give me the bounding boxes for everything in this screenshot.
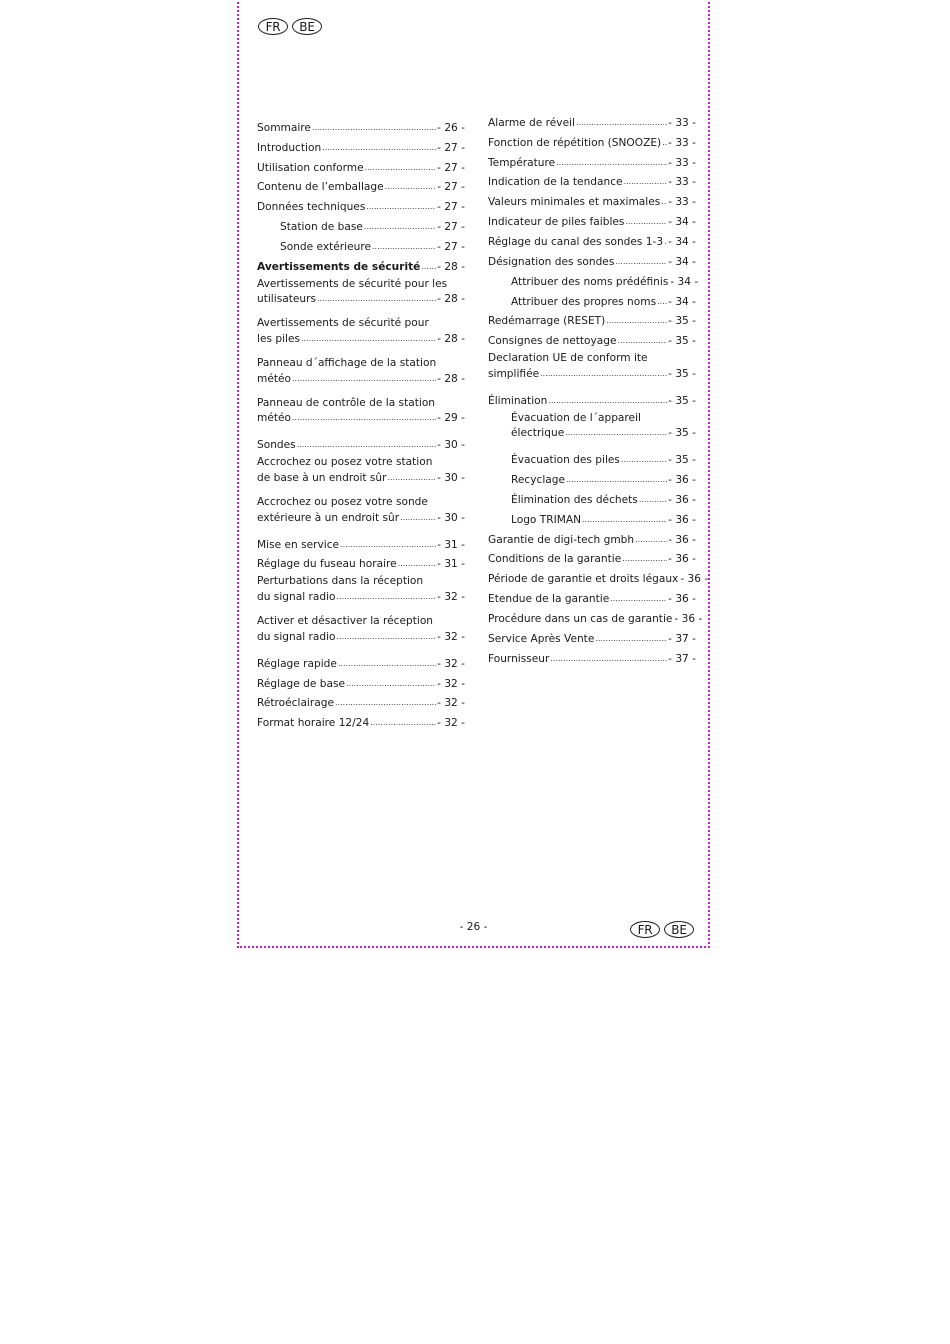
toc-subentry: Évacuation de l´appareil électrique ..... - 35 -: [488, 411, 696, 451]
toc-entry: Declaration UE de conform ite simplifiée ..... - 35 -: [488, 351, 696, 391]
language-badges-top: [258, 18, 322, 35]
toc-entry: Garantie de digi-tech gmbh ..... - 36 -: [488, 530, 696, 550]
page-number: - 26 -: [459, 921, 488, 933]
badge-be: BE: [664, 921, 694, 938]
toc-subentry: Évacuation des piles ..... - 35 -: [488, 450, 696, 470]
toc-subentry: Sonde extérieure ..... - 27 -: [257, 237, 465, 257]
toc-entry: Avertissements de sécurité pour les piles ..... - 28 -: [257, 316, 465, 356]
language-badges-bottom: [630, 921, 694, 938]
toc-entry: Procédure dans un cas de garantie - 36 -: [488, 613, 703, 626]
toc-entry: Données techniques ..... - 27 -: [257, 197, 465, 217]
toc-entry: Redémarrage (RESET) ..... - 35 -: [488, 311, 696, 331]
toc-entry: Sommaire ..... - 26 -: [257, 118, 465, 138]
toc-entry: Introduction ..... - 27 -: [257, 138, 465, 158]
toc-entry: Activer et désactiver la réception du signal radio ..... - 32 -: [257, 614, 465, 654]
toc-subentry: Recyclage ..... - 36 -: [488, 470, 696, 490]
toc-entry: Fonction de répétition (SNOOZE) ..... - 33 -: [488, 133, 696, 153]
toc-entry: Utilisation conforme ..... - 27 -: [257, 158, 465, 178]
toc-subentry: Attribuer des noms prédéfinis - 34 -: [511, 275, 699, 288]
toc-entry: Température ..... - 33 -: [488, 153, 696, 173]
toc-entry: Etendue de la garantie ..... - 36 -: [488, 589, 696, 609]
toc-entry: Sondes ..... - 30 -: [257, 436, 465, 456]
document-page: [237, 0, 710, 948]
toc-entry: Avertissements de sécurité pour les utilisateurs ..... - 28 -: [257, 277, 465, 317]
toc-entry: Réglage du fuseau horaire ..... - 31 -: [257, 555, 465, 575]
toc-entry: Accrochez ou posez votre sonde extérieure à un endroit sûr ..... - 30 -: [257, 495, 465, 535]
toc-entry: Réglage du canal des sondes 1-3 ..... - 34 -: [488, 232, 696, 252]
toc-entry: Panneau de contrôle de la station météo ..... - 29 -: [257, 396, 465, 436]
toc-entry: Service Après Vente ..... - 37 -: [488, 629, 696, 649]
toc-entry-heading: Avertissements de sécurité ..... - 28 -: [257, 257, 465, 277]
toc-entry: Format horaire 12/24 ..... - 32 -: [257, 713, 465, 733]
toc-entry: Accrochez ou posez votre station de base à un endroit sûr ..... - 30 -: [257, 455, 465, 495]
toc-entry: Période de garantie et droits légaux - 36 -: [488, 573, 709, 586]
toc-entry: Mise en service ..... - 31 -: [257, 535, 465, 555]
toc-subentry: Élimination des déchets ..... - 36 -: [488, 490, 696, 510]
toc-entry: Rétroéclairage ..... - 32 -: [257, 693, 465, 713]
toc-entry: Réglage de base ..... - 32 -: [257, 674, 465, 694]
toc-entry: Réglage rapide ..... - 32 -: [257, 654, 465, 674]
toc-subentry: Attribuer des propres noms ..... - 34 -: [488, 292, 696, 312]
toc-subentry: Station de base ..... - 27 -: [257, 217, 465, 237]
toc-entry: Contenu de l’emballage ..... - 27 -: [257, 178, 465, 198]
toc-entry: Alarme de réveil ..... - 33 -: [488, 113, 696, 133]
toc-entry: Panneau d´affichage de la station météo ..... - 28 -: [257, 356, 465, 396]
toc-left-column: [257, 118, 465, 733]
badge-fr: FR: [630, 921, 660, 938]
toc-entry: Indicateur de piles faibles ..... - 34 -: [488, 212, 696, 232]
toc-entry: Valeurs minimales et maximales ..... - 33 -: [488, 192, 696, 212]
badge-be: BE: [292, 18, 322, 35]
badge-fr: FR: [258, 18, 288, 35]
toc-entry: Désignation des sondes ..... - 34 -: [488, 252, 696, 272]
toc-right-column: [488, 113, 709, 669]
toc-subentry: Logo TRIMAN ..... - 36 -: [488, 510, 696, 530]
toc-entry: Perturbations dans la réception du signal radio ..... - 32 -: [257, 574, 465, 614]
toc-entry: Élimination ..... - 35 -: [488, 391, 696, 411]
toc-entry: Indication de la tendance ..... - 33 -: [488, 173, 696, 193]
toc-entry: Consignes de nettoyage ..... - 35 -: [488, 331, 696, 351]
toc-entry: Fournisseur ..... - 37 -: [488, 649, 696, 669]
toc-entry: Conditions de la garantie ..... - 36 -: [488, 550, 696, 570]
